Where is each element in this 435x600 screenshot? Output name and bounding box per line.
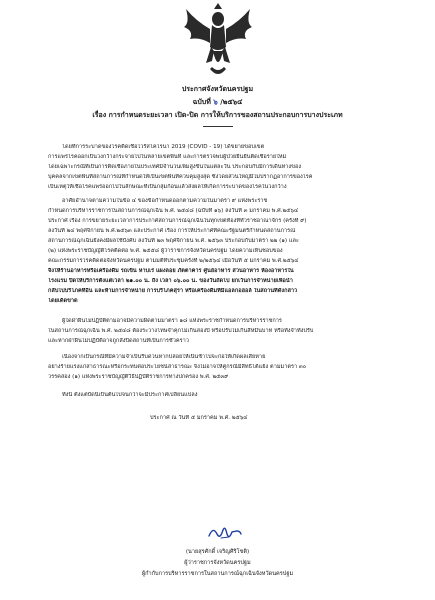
- paragraph-3-line: และหากฝ่าฝืนไม่ปฏิบัติอาจถูกสั่งปิดสถานที่เป็นการชั่วคราว: [48, 338, 189, 344]
- announcement-subject: เรื่อง การกำหนดระยะเวลา เปิด-ปิด การให้บริการของสถานประกอบการบางประเภท: [92, 111, 343, 119]
- order-text-line: โรงแรม ปิดให้บริการตั้งแต่เวลา ๒๑.๐๐ น. ถึง เวลา ๐๖.๐๐ น. ของวันถัดไป ยกเว้นการจำหน่ายเพื่อนำ: [48, 278, 293, 284]
- paragraph-2-line: กำหนดการบริหารราชการในสถานการณ์ฉุกเฉิน พ.ศ. ๒๕๔๘ (ฉบับที่ ๑๖) ลงวันที่ ๓ มกราคม พ.ศ.๒๕๖๔: [48, 208, 299, 214]
- signatory-role: ผู้กำกับการบริหารราชการในสถานการณ์ฉุกเฉินจังหวัดนครปฐม: [141, 571, 294, 577]
- paragraph-4-line: อย่างร้ายแรงแก่สาธารณะหรือกระทบต่อประโยชน์สาธารณะ จึงไม่อาจให้คู่กรณีมีสิทธิโต้แย้ง ตามมาตรา ๓๐: [48, 364, 307, 370]
- paragraph-4-line: วรรคสอง (๑) แห่งพระราชบัญญัติวิธีปฏิบัติราชการทางปกครอง พ.ศ. ๒๕๓๙: [48, 374, 229, 380]
- number-value: ๖: [213, 98, 218, 106]
- paragraph-2-line: ประกาศ เรื่อง การขยายระยะเวลาการประกาศสถานการณ์ฉุกเฉินในทุกเขตท้องที่ทั่วราชอาณาจักร (ครั้งที่ ๙): [48, 218, 307, 224]
- paragraph-2-line: สถานการณ์ฉุกเฉินยังคงมีผลใช้บังคับ ลงวันที่ ๒๓ พฤศจิกายน พ.ศ. ๒๕๖๓ ประกอบกับมาตรา ๒๒ (๑) และ: [48, 238, 299, 244]
- paragraph-4-line: เนื่องจากเป็นกรณีที่มีความจำเป็นรีบด่วนหากปล่อยให้เนิ่นช้าไปจะก่อให้เกิดผลเสียหาย: [62, 354, 266, 360]
- paragraph-1-line: บุคคลจากเขตพื้นที่สถานการณ์ที่กำหนดให้เป็นเขตพื้นที่ควบคุมสูงสุด ซึ่งโดยส่วนใหญ่มีไม่ปรากฏอาการของโรค: [48, 174, 313, 180]
- number-year: /๒๕๖๔: [220, 98, 243, 106]
- paragraph-2-line: คณะกรรมการโรคติดต่อจังหวัดนครปฐม ตามมติที่ประชุมครั้งที่ ๒/๒๕๖๔ เมื่อวันที่ ๕ มกราคม พ.ศ.๒๕๖๔: [48, 258, 299, 264]
- effective-clause: ทั้งนี้ ตั้งแต่บัดนี้เป็นต้นไปจนกว่าจะมีประกาศเปลี่ยนแปลง: [62, 392, 198, 398]
- paragraph-1-line: เป็นเหตุให้เชื้อโรคแพร่ออกไปในลักษณะที่เป็นกลุ่มก้อนแล้วส่งผลให้เกิดการระบาดของโรคในวงกว้าง: [48, 184, 287, 190]
- order-text-line: จึงให้ร้านอาหารหรือเครื่องดื่ม รถเข็น หาบเร่ แผงลอย ภัตตาคาร ศูนย์อาหาร สวนอาหาร ห้องอาหารใน: [48, 268, 294, 274]
- issuing-authority: ประกาศจังหวัดนครปฐม: [181, 85, 254, 93]
- garuda-emblem-icon: [180, 3, 256, 81]
- announcement-number: [0, 97, 435, 108]
- signature-icon: [207, 522, 243, 544]
- number-prefix: ฉบับที่: [192, 98, 211, 106]
- signatory-title: ผู้ว่าราชการจังหวัดนครปฐม: [184, 560, 251, 566]
- paragraph-1-line: โดยเฉพาะกรณีที่เป็นการติดเชื้อภายในประเทศมีจำนวนเพิ่มสูงขึ้นในแต่ละวัน ประกอบกับมีการเดินทางของ: [48, 164, 302, 170]
- paragraph-1-line: การแพร่โรคออกเป็นวงกว้างกระจายไปในหลายเขตพื้นที่ และการตรวจพบผู้ป่วยยืนยันติดเชื้อรายใหม่: [48, 154, 287, 160]
- paragraph-3-line: ในสถานการณ์ฉุกเฉิน พ.ศ. ๒๕๔๘ ต้องระวางโทษจำคุกไม่เกินสองปี หรือปรับไม่เกินสี่หมื่นบาท หรือทั้งจำทั้งปรับ: [48, 328, 314, 334]
- paragraph-1-line: โดยที่การระบาดของโรคติดเชื้อไวรัสโคโรนา 2019 (COVID - 19) ได้ขยายขอบเขต: [62, 144, 265, 150]
- paragraph-2-line: อาศัยอำนาจตามความในข้อ ๔ ของข้อกำหนดออกตามความในมาตรา ๙ แห่งพระราช: [62, 198, 268, 204]
- order-text-line: โดยเด็ดขาด: [48, 298, 78, 304]
- paragraph-2-line: (๒) แห่งพระราชบัญญัติโรคติดต่อ พ.ศ. ๒๕๕๘ ผู้ว่าราชการจังหวัดนครปฐม โดยความเห็นชอบของ: [48, 248, 283, 254]
- paragraph-2-line: ลงวันที่ ๒๔ พฤศจิกายน พ.ศ.๒๕๖๓ และประกาศ เรื่อง การให้ประกาศที่คณะรัฐมนตรีกำหนดสถานการณ์: [48, 228, 296, 234]
- signatory-name: (นายสุรศักดิ์ เจริญศิริโชติ): [185, 549, 250, 555]
- paragraph-3-line: ผู้ใดฝ่าฝืนไม่ปฏิบัติตามอาจมีความผิดตามมาตรา ๑๘ แห่งพระราชกำหนดการบริหารราชการ: [62, 318, 282, 324]
- order-text-line: กลับไปบริโภคที่อื่น และห้ามการจำหน่าย การบริโภคสุรา หรือเครื่องดื่มที่มีแอลกอฮอล์ ในสถานที่ดังกล่าว: [48, 288, 298, 294]
- divider: [203, 126, 233, 127]
- announcement-date: ประกาศ ณ วันที่ ๕ มกราคม พ.ศ. ๒๕๖๔: [150, 415, 248, 421]
